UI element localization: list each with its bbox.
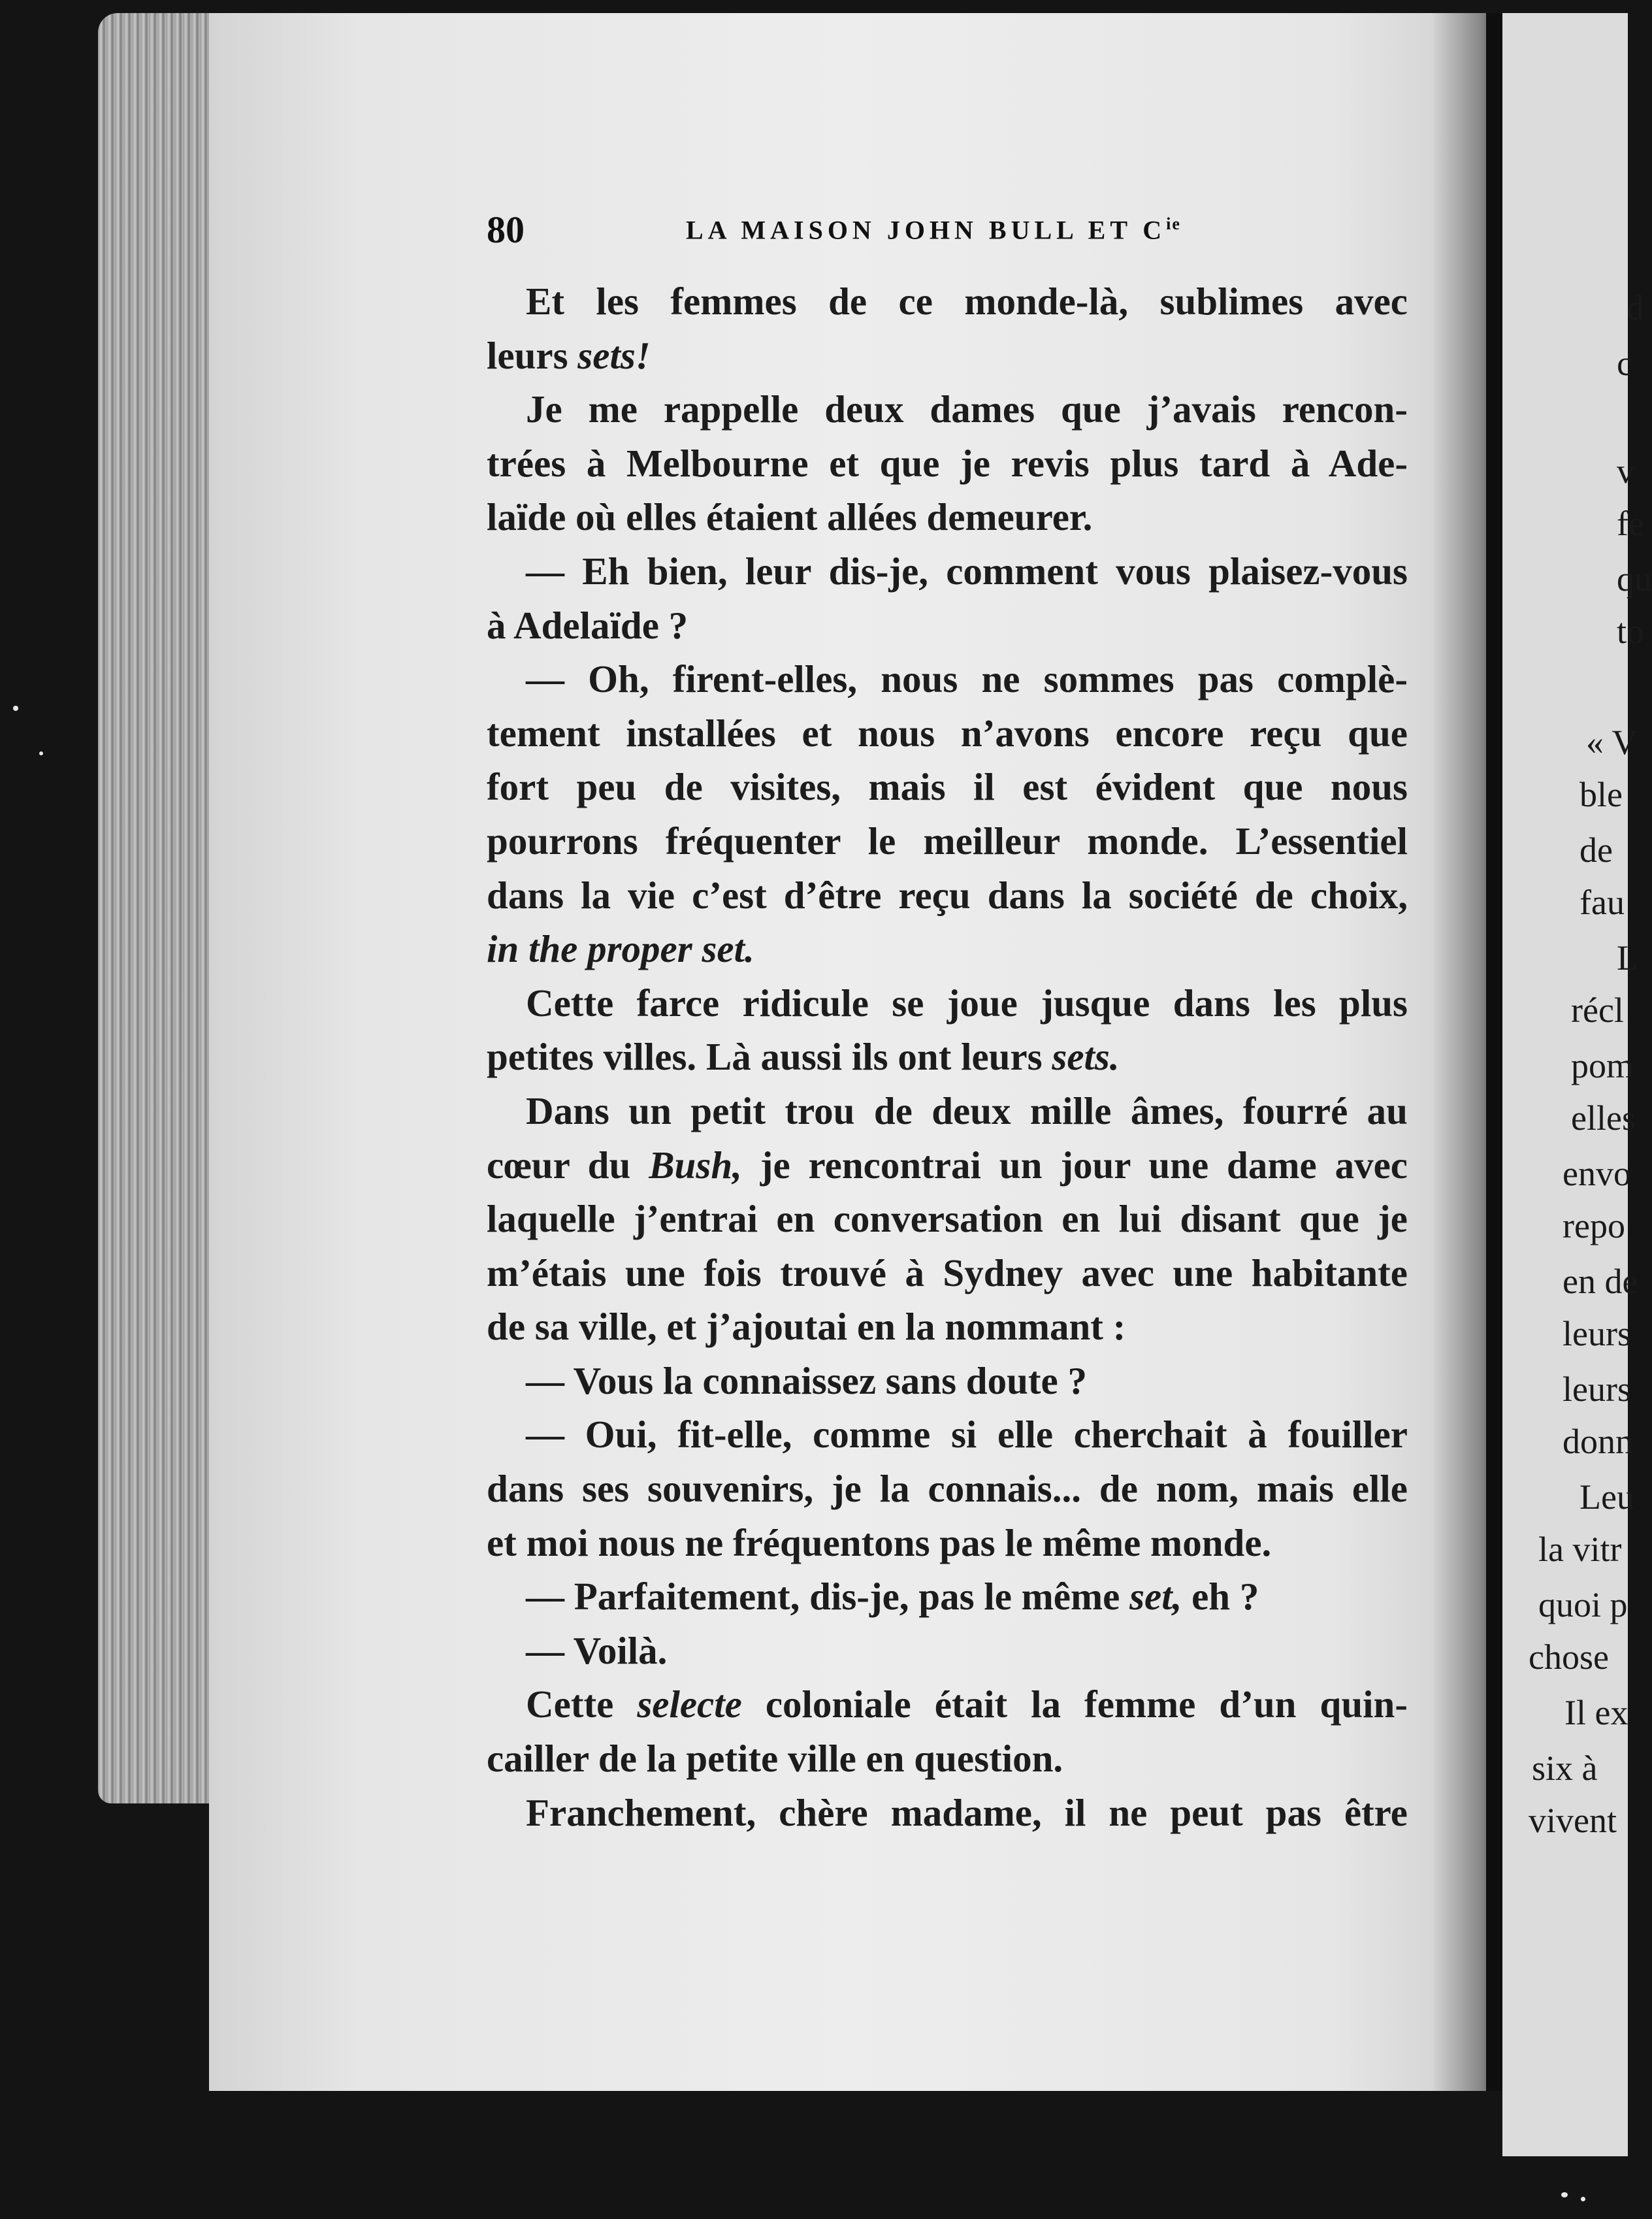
- facing-page-text: v: [1617, 452, 1634, 491]
- book-page-edges: [98, 13, 222, 1803]
- text-line: de sa ville, et j’ajoutai en la nommant :: [487, 1305, 1126, 1349]
- text-line: laïde où elles étaient allées demeurer.: [487, 495, 1093, 539]
- facing-page-text: qu: [1617, 559, 1652, 599]
- dust-speck: [1581, 2197, 1585, 2201]
- facing-page-text: récl: [1571, 991, 1624, 1030]
- italic-run: set,: [1129, 1575, 1182, 1619]
- facing-page-text: « V: [1586, 723, 1638, 762]
- text-line: Franchement, chère madame, il ne peut pas être: [526, 1790, 1408, 1834]
- page-number: 80: [487, 208, 525, 251]
- text-line: trées à Melbourne et que je revis plus tard à Ade-: [487, 441, 1408, 485]
- body-text: [487, 274, 1408, 1839]
- italic-run: Bush,: [649, 1143, 742, 1187]
- facing-page-text: L: [1617, 938, 1638, 978]
- facing-page-text: fe: [1617, 504, 1644, 543]
- text-run: cœur du: [487, 1143, 649, 1187]
- text-line: pourrons fréquenter le meilleur monde. L’essentiel: [487, 819, 1408, 863]
- text-line: à Adelaïde ?: [487, 603, 688, 647]
- text-line: — Vous la connaissez sans doute ?: [526, 1358, 1087, 1402]
- text-line: [487, 329, 1408, 383]
- text-line: [487, 1138, 1408, 1192]
- text-line: — Voilà.: [526, 1628, 668, 1672]
- facing-page-text: en de: [1563, 1262, 1638, 1301]
- text-run: leurs: [487, 333, 578, 377]
- facing-page-text: pom: [1571, 1046, 1634, 1085]
- text-line: tement installées et nous n’avons encore reçu que: [487, 711, 1408, 755]
- facing-page-text: to: [1617, 612, 1645, 651]
- text-line: m’étais une fois trouvé à Sydney avec une habitante: [487, 1251, 1408, 1294]
- facing-page-text: ble: [1579, 775, 1623, 814]
- dust-speck: [39, 751, 43, 755]
- facing-page-text: donn: [1563, 1422, 1633, 1461]
- italic-run: sets.: [1052, 1035, 1120, 1079]
- facing-page-text: quoi p: [1538, 1585, 1628, 1624]
- running-head: [487, 208, 1408, 254]
- facing-page-text: elles: [1571, 1098, 1636, 1138]
- facing-page-text: la vitr: [1538, 1530, 1622, 1569]
- facing-page-text: repo: [1563, 1206, 1625, 1245]
- text-line: Cette farce ridicule se joue jusque dans les plus: [526, 981, 1408, 1025]
- running-title: [686, 214, 1181, 245]
- text-line: — Oui, fit-elle, comme si elle cherchait à fouiller: [526, 1413, 1408, 1456]
- facing-page-text: chose: [1529, 1637, 1609, 1677]
- text-run: je rencontrai un jour une dame avec: [741, 1143, 1408, 1187]
- facing-page-text: c: [1617, 344, 1632, 383]
- text-line: — Eh bien, leur dis-je, comment vous plaisez-vous: [526, 549, 1408, 593]
- text-run: Cette: [526, 1683, 638, 1726]
- text-line: [487, 1677, 1408, 1732]
- text-run: petites villes. Là aussi ils ont leurs: [487, 1035, 1052, 1079]
- facing-page-text: leurs: [1563, 1314, 1631, 1353]
- text-run: coloniale était la femme d’un quin-: [741, 1683, 1408, 1726]
- running-title-text: LA MAISON JOHN BULL ET C: [686, 215, 1167, 245]
- text-line: [487, 922, 1408, 976]
- dust-speck: [13, 706, 18, 711]
- facing-page-text: six à: [1532, 1749, 1598, 1788]
- text-line: dans ses souvenirs, je la connais... de nom, mais elle: [487, 1467, 1408, 1511]
- running-title-superscript: ie: [1166, 214, 1181, 233]
- facing-page-text: d: [1627, 288, 1644, 327]
- text-line: [487, 1030, 1408, 1084]
- facing-page-text: envo: [1563, 1154, 1631, 1193]
- text-line: Je me rappelle deux dames que j’avais rencon-: [526, 387, 1408, 431]
- text-line: et moi nous ne fréquentons pas le même monde.: [487, 1520, 1272, 1564]
- text-line: fort peu de visites, mais il est évident que nous: [487, 765, 1408, 809]
- text-run: eh ?: [1182, 1575, 1259, 1619]
- text-line: Et les femmes de ce monde-là, sublimes avec: [526, 280, 1408, 323]
- text-line: laquelle j’entrai en conversation en lui disant que je: [487, 1197, 1408, 1241]
- facing-page-fragment: [1502, 13, 1652, 2156]
- italic-run: sets!: [577, 333, 651, 377]
- italic-run: selecte: [637, 1683, 742, 1726]
- text-line: Dans un petit trou de deux mille âmes, fourré au: [526, 1089, 1408, 1132]
- facing-page-text: leurs: [1563, 1370, 1631, 1409]
- italic-run: in the proper set.: [487, 927, 754, 971]
- facing-page-text: de: [1579, 830, 1613, 870]
- dust-speck: [1561, 2192, 1568, 2197]
- facing-page-text: fau: [1579, 883, 1625, 922]
- facing-page-text: vivent: [1529, 1801, 1617, 1840]
- text-line: dans la vie c’est d’être reçu dans la société de choix,: [487, 873, 1408, 917]
- facing-page-text: Il ex: [1564, 1693, 1628, 1732]
- text-line: [487, 1570, 1408, 1624]
- text-line: cailler de la petite ville en question.: [487, 1737, 1063, 1781]
- text-run: — Parfaitement, dis-je, pas le même: [526, 1575, 1130, 1619]
- facing-page-text: Leu: [1579, 1477, 1634, 1517]
- text-line: — Oh, firent-elles, nous ne sommes pas complè-: [526, 657, 1408, 701]
